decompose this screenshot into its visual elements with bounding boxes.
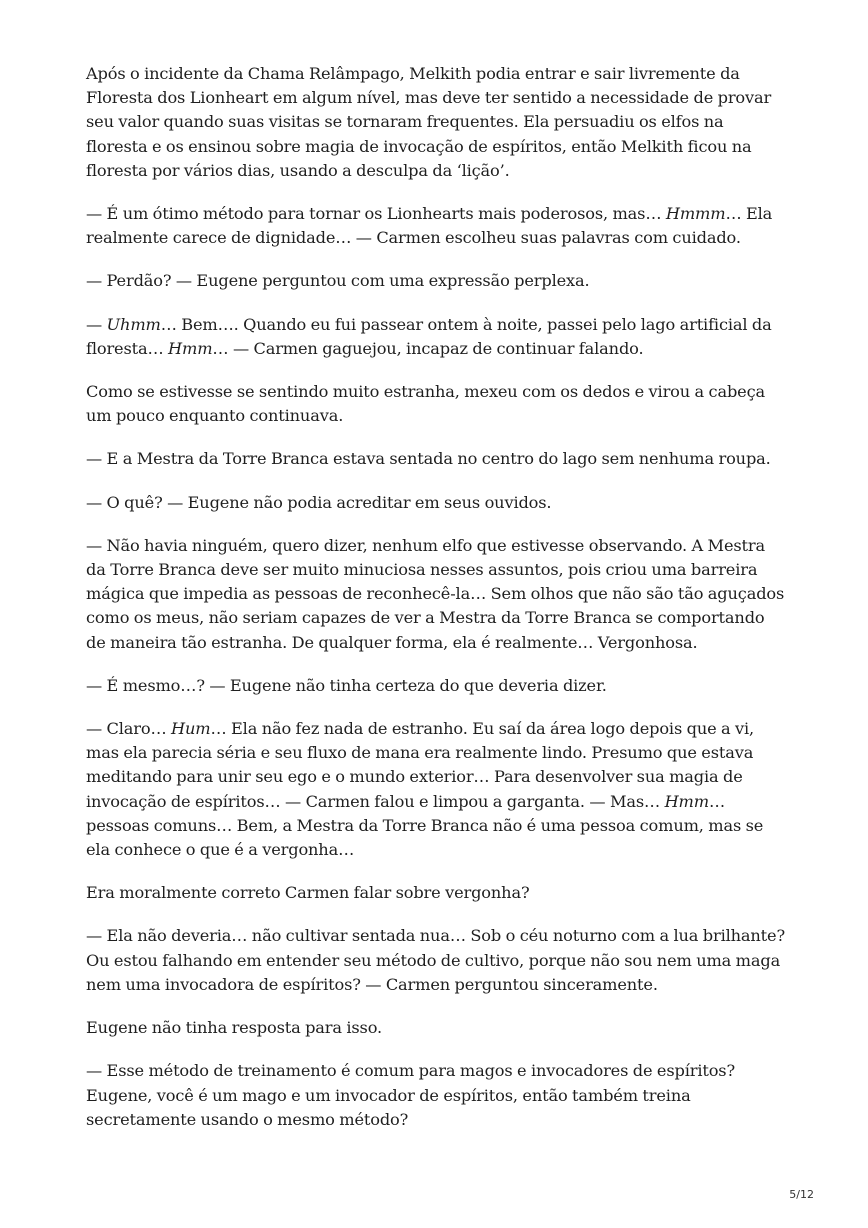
text-run: … Ela não fez nada de estranho. Eu saí da área logo depois que a vi, mas ela parecia séria e seu fluxo de mana era realmente lindo. Presumo que estava meditando para unir seu ego e o mundo exterior… Para desenvolver sua magia de invocação de espíritos… — Carmen falou e limpou a garganta. — Mas… bbox=[86, 719, 755, 811]
paragraph bbox=[86, 447, 786, 471]
paragraph bbox=[86, 881, 786, 905]
text-run: … — Carmen gaguejou, incapaz de continuar falando. bbox=[212, 338, 644, 358]
italic-text-run: Hum bbox=[171, 719, 211, 739]
page-number: 5/12 bbox=[789, 1188, 814, 1201]
text-run: … Ela realmente carece de dignidade… — Carmen escolheu suas palavras com cuidado. bbox=[86, 204, 773, 248]
text-run: — Não havia ninguém, quero dizer, nenhum elfo que estivesse observando. A Mestra da Torre Branca deve ser muito minuciosa nesses assuntos, pois criou uma barreira mágica que impedia as pessoas de reconhecê-la… Sem olhos que não são tão aguçados como os meus, não seriam capazes de ver a Mestra da Torre Branca se comportando de maneira tão estranha. De qualquer forma, ela é realmente… Vergonhosa. bbox=[86, 535, 785, 652]
paragraph bbox=[86, 62, 786, 183]
paragraph bbox=[86, 202, 786, 250]
text-run: — O quê? — Eugene não podia acreditar em seus ouvidos. bbox=[86, 492, 552, 512]
paragraph bbox=[86, 674, 786, 698]
text-run: Após o incidente da Chama Relâmpago, Melkith podia entrar e sair livremente da Floresta dos Lionheart em algum nível, mas deve ter sentido a necessidade de provar seu valor quando suas visitas se tornaram frequentes. Ela persuadiu os elfos na floresta e os ensinou sobre magia de invocação de espíritos, então Melkith ficou na floresta por vários dias, usando a desculpa da ‘lição’. bbox=[86, 64, 772, 180]
text-run: — E a Mestra da Torre Branca estava sentada no centro do lago sem nenhuma roupa. bbox=[86, 449, 771, 469]
text-run: Era moralmente correto Carmen falar sobre vergonha? bbox=[86, 883, 530, 903]
document-body bbox=[86, 62, 786, 1151]
paragraph bbox=[86, 491, 786, 515]
italic-text-run: Hmmm bbox=[665, 204, 726, 224]
paragraph bbox=[86, 313, 786, 361]
text-run: — Perdão? — Eugene perguntou com uma expressão perplexa. bbox=[86, 271, 590, 291]
text-run: … pessoas comuns… Bem, a Mestra da Torre Branca não é uma pessoa comum, mas se ela conhece o que é a vergonha… bbox=[86, 791, 764, 860]
text-run: — Esse método de treinamento é comum para magos e invocadores de espíritos? Eugene, você é um mago e um invocador de espíritos, então também treina secretamente usando o mesmo método? bbox=[86, 1061, 735, 1129]
paragraph bbox=[86, 269, 786, 293]
text-run: — É um ótimo método para tornar os Lionhearts mais poderosos, mas… bbox=[86, 204, 666, 224]
paragraph bbox=[86, 924, 786, 997]
italic-text-run: Uhmm bbox=[106, 314, 161, 334]
paragraph bbox=[86, 380, 786, 428]
text-run: Como se estivesse se sentindo muito estranha, mexeu com os dedos e virou a cabeça um pouco enquanto continuava. bbox=[86, 382, 766, 426]
paragraph bbox=[86, 534, 786, 655]
italic-text-run: Hmm bbox=[168, 338, 213, 358]
text-run: Eugene não tinha resposta para isso. bbox=[86, 1018, 383, 1038]
text-run: — Ela não deveria… não cultivar sentada nua… Sob o céu noturno com a lua brilhante? Ou estou falhando em entender seu método de cultivo, porque não sou nem uma maga nem uma invocadora de espíritos? — Carmen perguntou sinceramente. bbox=[86, 926, 785, 994]
paragraph bbox=[86, 1016, 786, 1040]
text-run: … Bem…. Quando eu fui passear ontem à noite, passei pelo lago artificial da floresta… bbox=[86, 314, 772, 358]
text-run: — Claro… bbox=[86, 719, 172, 739]
paragraph bbox=[86, 717, 786, 862]
italic-text-run: Hmm bbox=[664, 791, 709, 811]
text-run: — bbox=[86, 314, 107, 334]
text-run: — É mesmo…? — Eugene não tinha certeza do que deveria dizer. bbox=[86, 675, 607, 695]
paragraph bbox=[86, 1059, 786, 1132]
